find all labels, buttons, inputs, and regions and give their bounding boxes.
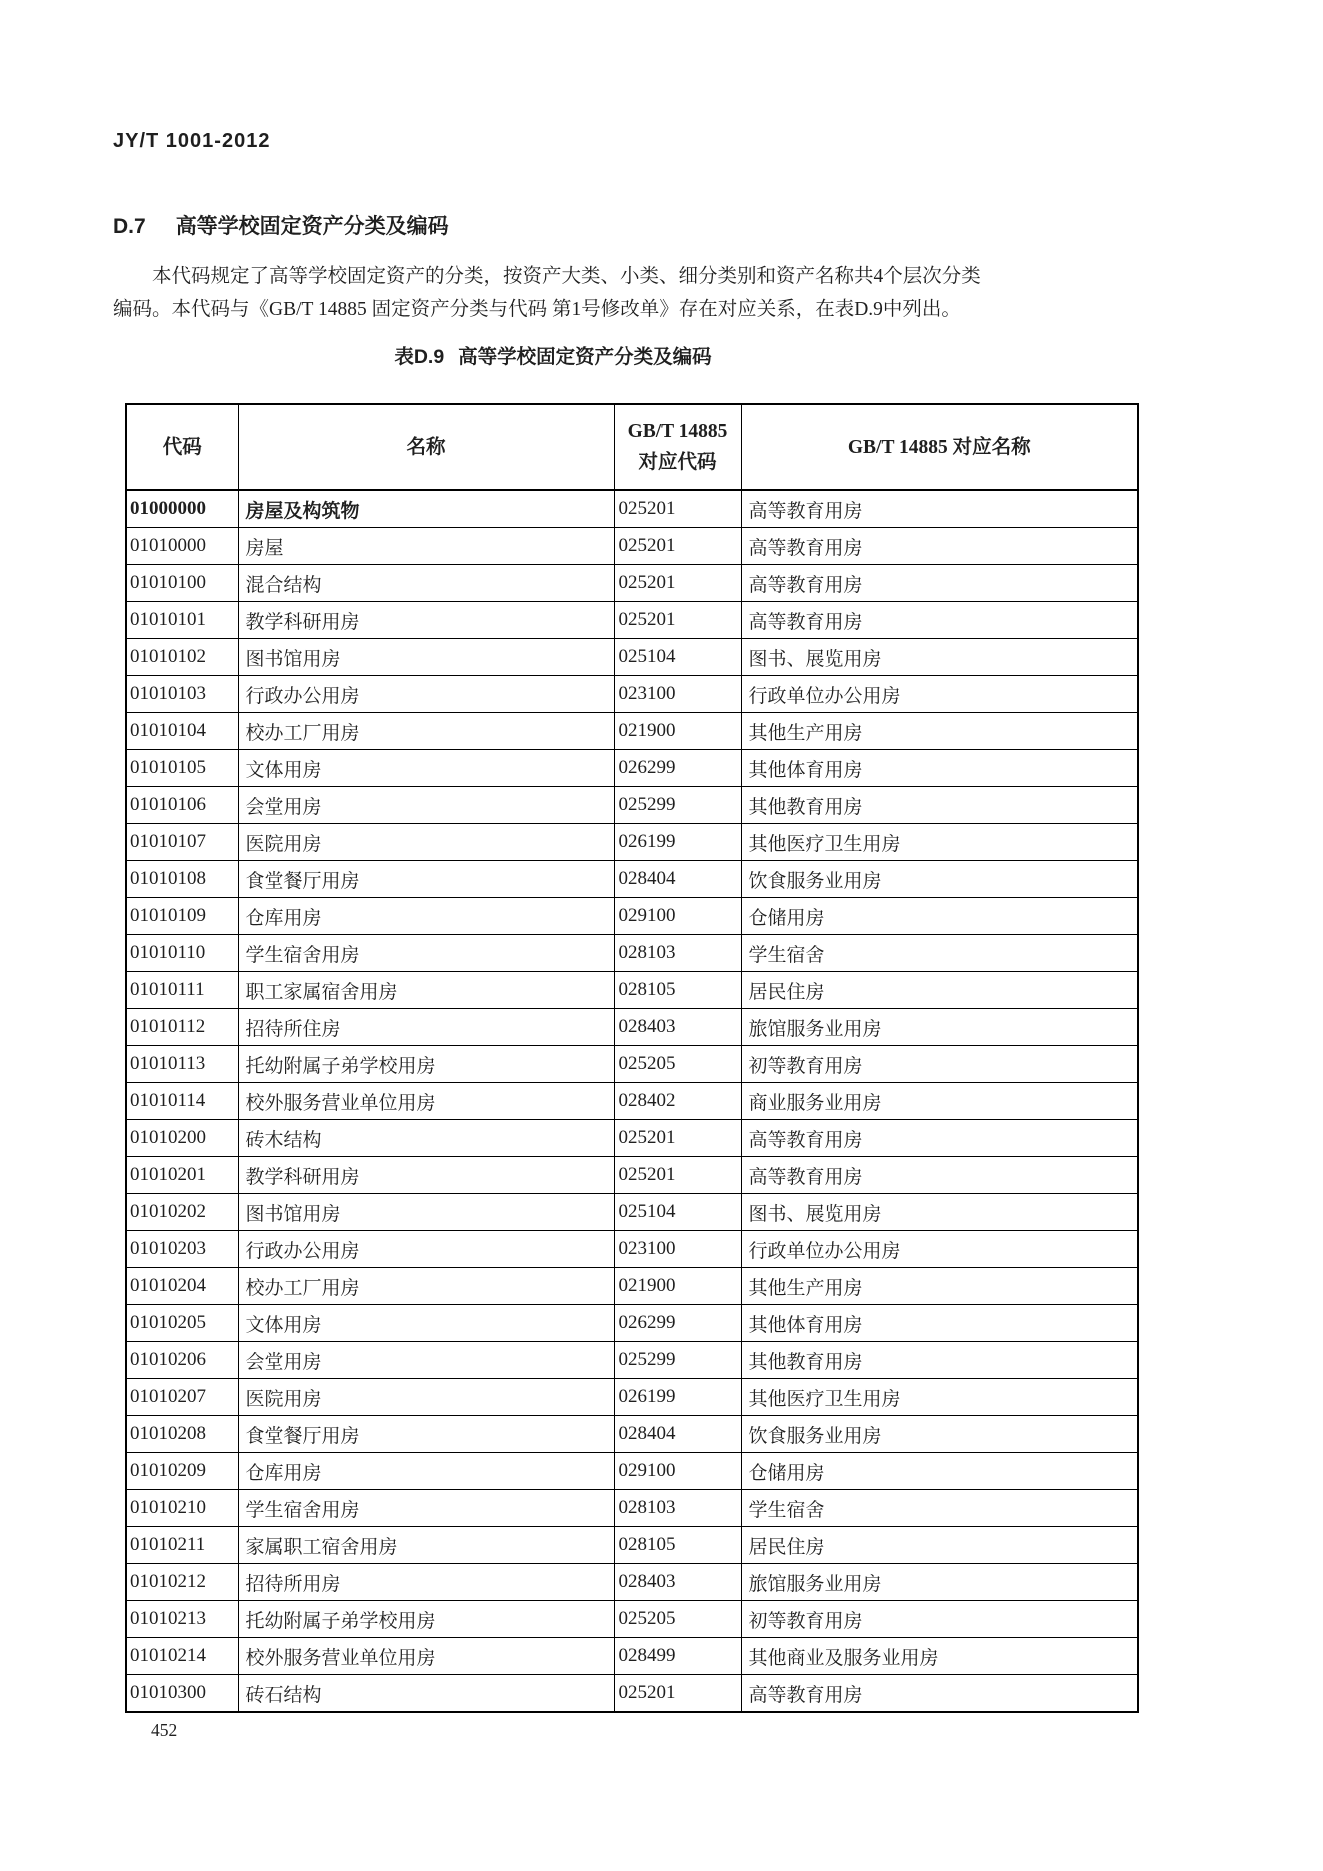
- gbt-name-cell: 高等教育用房: [741, 565, 1138, 602]
- code-cell: 01010100: [126, 565, 238, 602]
- name-cell: 房屋及构筑物: [238, 490, 614, 528]
- gbt-name-cell: 其他体育用房: [741, 1305, 1138, 1342]
- code-cell: 01010107: [126, 824, 238, 861]
- code-cell: 01010104: [126, 713, 238, 750]
- gbt-code-cell: 028404: [614, 1416, 741, 1453]
- gbt-code-cell: 023100: [614, 676, 741, 713]
- table-row: [126, 1416, 1138, 1453]
- code-cell: 01010205: [126, 1305, 238, 1342]
- gbt-name-cell: 行政单位办公用房: [741, 1231, 1138, 1268]
- name-cell: 学生宿舍用房: [238, 1490, 614, 1527]
- gbt-name-cell: 初等教育用房: [741, 1046, 1138, 1083]
- code-cell: 01010112: [126, 1009, 238, 1046]
- code-cell: 01010102: [126, 639, 238, 676]
- code-cell: 01010213: [126, 1601, 238, 1638]
- gbt-code-cell: 026299: [614, 750, 741, 787]
- name-cell: 会堂用房: [238, 787, 614, 824]
- gbt-name-cell: 初等教育用房: [741, 1601, 1138, 1638]
- gbt-code-cell: 029100: [614, 898, 741, 935]
- section-heading: [113, 210, 449, 240]
- gbt-name-cell: 商业服务业用房: [741, 1083, 1138, 1120]
- section-title: 高等学校固定资产分类及编码: [175, 215, 449, 238]
- name-cell: 校外服务营业单位用房: [238, 1083, 614, 1120]
- code-cell: 01010110: [126, 935, 238, 972]
- table-row: [126, 1268, 1138, 1305]
- gbt-code-cell: 029100: [614, 1453, 741, 1490]
- table-row: [126, 787, 1138, 824]
- gbt-name-cell: 旅馆服务业用房: [741, 1009, 1138, 1046]
- asset-classification-table: [125, 403, 1139, 1713]
- gbt-code-cell: 028403: [614, 1009, 741, 1046]
- gbt-code-cell: 025205: [614, 1601, 741, 1638]
- table-row: [126, 1231, 1138, 1268]
- gbt-code-cell: 025201: [614, 1675, 741, 1713]
- table-row: [126, 1342, 1138, 1379]
- code-cell: 01010203: [126, 1231, 238, 1268]
- gbt-name-cell: 居民住房: [741, 972, 1138, 1009]
- name-cell: 砖木结构: [238, 1120, 614, 1157]
- name-cell: 房屋: [238, 528, 614, 565]
- gbt-code-cell: 028402: [614, 1083, 741, 1120]
- gbt-name-cell: 仓储用房: [741, 898, 1138, 935]
- gbt-name-cell: 饮食服务业用房: [741, 1416, 1138, 1453]
- name-cell: 图书馆用房: [238, 1194, 614, 1231]
- gbt-code-cell: 028403: [614, 1564, 741, 1601]
- gbt-code-cell: 025299: [614, 787, 741, 824]
- table-row: [126, 1564, 1138, 1601]
- table-row: [126, 639, 1138, 676]
- table-row: [126, 972, 1138, 1009]
- header-cell-code: 代码: [126, 404, 238, 490]
- gbt-name-cell: 图书、展览用房: [741, 1194, 1138, 1231]
- code-cell: 01010105: [126, 750, 238, 787]
- name-cell: 招待所住房: [238, 1009, 614, 1046]
- gbt-name-cell: 其他商业及服务业用房: [741, 1638, 1138, 1675]
- gbt-code-cell: 025201: [614, 602, 741, 639]
- gbt-name-cell: 高等教育用房: [741, 1157, 1138, 1194]
- name-cell: 仓库用房: [238, 898, 614, 935]
- gbt-name-cell: 高等教育用房: [741, 528, 1138, 565]
- name-cell: 混合结构: [238, 565, 614, 602]
- section-number: D.7: [113, 215, 146, 238]
- table-row: [126, 713, 1138, 750]
- table-row: [126, 1675, 1138, 1713]
- name-cell: 文体用房: [238, 750, 614, 787]
- doc-code-label: JY/T 1001-2012: [113, 130, 271, 152]
- name-cell: 校办工厂用房: [238, 1268, 614, 1305]
- table-row: [126, 1009, 1138, 1046]
- name-cell: 食堂餐厅用房: [238, 1416, 614, 1453]
- table-caption: [113, 341, 993, 369]
- paragraph-line: 编码。本代码与《GB/T 14885 固定资产分类与代码 第1号修改单》存在对应关系，在表D.9中列出。: [113, 299, 961, 320]
- table-row: [126, 565, 1138, 602]
- table-row: [126, 1490, 1138, 1527]
- gbt-code-cell: 025201: [614, 1157, 741, 1194]
- name-cell: 仓库用房: [238, 1453, 614, 1490]
- header-cell-gbt-name: GB/T 14885 对应名称: [741, 404, 1138, 490]
- name-cell: 食堂餐厅用房: [238, 861, 614, 898]
- table-row: [126, 750, 1138, 787]
- gbt-code-cell: 028105: [614, 972, 741, 1009]
- code-cell: 01000000: [126, 490, 238, 528]
- name-cell: 文体用房: [238, 1305, 614, 1342]
- gbt-code-cell: 025104: [614, 639, 741, 676]
- gbt-name-cell: 高等教育用房: [741, 490, 1138, 528]
- code-cell: 01010208: [126, 1416, 238, 1453]
- name-cell: 会堂用房: [238, 1342, 614, 1379]
- code-cell: 01010114: [126, 1083, 238, 1120]
- name-cell: 行政办公用房: [238, 676, 614, 713]
- gbt-code-cell: 025299: [614, 1342, 741, 1379]
- gbt-name-cell: 其他生产用房: [741, 1268, 1138, 1305]
- table-row: [126, 861, 1138, 898]
- name-cell: 职工家属宿舍用房: [238, 972, 614, 1009]
- table-row: [126, 1046, 1138, 1083]
- table-header-row: [126, 404, 1138, 490]
- code-cell: 01010000: [126, 528, 238, 565]
- name-cell: 校外服务营业单位用房: [238, 1638, 614, 1675]
- name-cell: 校办工厂用房: [238, 713, 614, 750]
- gbt-code-cell: 021900: [614, 1268, 741, 1305]
- gbt-name-cell: 高等教育用房: [741, 1120, 1138, 1157]
- code-cell: 01010113: [126, 1046, 238, 1083]
- header-cell-name: 名称: [238, 404, 614, 490]
- code-cell: 01010206: [126, 1342, 238, 1379]
- name-cell: 招待所用房: [238, 1564, 614, 1601]
- gbt-code-cell: 028103: [614, 1490, 741, 1527]
- code-cell: 01010111: [126, 972, 238, 1009]
- code-cell: 01010202: [126, 1194, 238, 1231]
- gbt-code-cell: 025201: [614, 1120, 741, 1157]
- table-row: [126, 824, 1138, 861]
- code-cell: 01010212: [126, 1564, 238, 1601]
- code-cell: 01010211: [126, 1527, 238, 1564]
- header-cell-gbt-code: GB/T 14885 对应代码: [614, 404, 741, 490]
- gbt-name-cell: 高等教育用房: [741, 1675, 1138, 1713]
- code-cell: 01010109: [126, 898, 238, 935]
- table-row: [126, 1601, 1138, 1638]
- body-paragraph: [113, 260, 1215, 326]
- gbt-code-cell: 025104: [614, 1194, 741, 1231]
- table-row: [126, 1194, 1138, 1231]
- name-cell: 教学科研用房: [238, 1157, 614, 1194]
- code-cell: 01010108: [126, 861, 238, 898]
- code-cell: 01010106: [126, 787, 238, 824]
- name-cell: 家属职工宿舍用房: [238, 1527, 614, 1564]
- table-row: [126, 1083, 1138, 1120]
- table-row: [126, 1120, 1138, 1157]
- gbt-name-cell: 其他生产用房: [741, 713, 1138, 750]
- gbt-name-cell: 旅馆服务业用房: [741, 1564, 1138, 1601]
- gbt-name-cell: 其他体育用房: [741, 750, 1138, 787]
- gbt-name-cell: 学生宿舍: [741, 1490, 1138, 1527]
- gbt-code-cell: 028103: [614, 935, 741, 972]
- table-row: [126, 602, 1138, 639]
- name-cell: 教学科研用房: [238, 602, 614, 639]
- table-row: [126, 898, 1138, 935]
- code-cell: 01010101: [126, 602, 238, 639]
- code-cell: 01010210: [126, 1490, 238, 1527]
- code-cell: 01010214: [126, 1638, 238, 1675]
- gbt-code-cell: 028404: [614, 861, 741, 898]
- gbt-name-cell: 居民住房: [741, 1527, 1138, 1564]
- table-row: [126, 1638, 1138, 1675]
- code-cell: 01010200: [126, 1120, 238, 1157]
- table-row: [126, 528, 1138, 565]
- table-row: [126, 1379, 1138, 1416]
- gbt-code-cell: 023100: [614, 1231, 741, 1268]
- code-cell: 01010300: [126, 1675, 238, 1713]
- table-row: [126, 1157, 1138, 1194]
- gbt-code-cell: 026199: [614, 824, 741, 861]
- code-cell: 01010103: [126, 676, 238, 713]
- name-cell: 医院用房: [238, 824, 614, 861]
- name-cell: 托幼附属子弟学校用房: [238, 1601, 614, 1638]
- gbt-code-cell: 026199: [614, 1379, 741, 1416]
- gbt-code-cell: 021900: [614, 713, 741, 750]
- name-cell: 行政办公用房: [238, 1231, 614, 1268]
- gbt-code-cell: 025201: [614, 490, 741, 528]
- asset-table-body: [126, 490, 1138, 1712]
- gbt-name-cell: 其他教育用房: [741, 787, 1138, 824]
- code-cell: 01010204: [126, 1268, 238, 1305]
- gbt-code-cell: 025201: [614, 528, 741, 565]
- gbt-name-cell: 其他教育用房: [741, 1342, 1138, 1379]
- table-row: [126, 1305, 1138, 1342]
- table-caption-title: 高等学校固定资产分类及编码: [458, 346, 712, 368]
- name-cell: 砖石结构: [238, 1675, 614, 1713]
- gbt-name-cell: 仓储用房: [741, 1453, 1138, 1490]
- gbt-name-cell: 其他医疗卫生用房: [741, 1379, 1138, 1416]
- paragraph-line: 本代码规定了高等学校固定资产的分类，按资产大类、小类、细分类别和资产名称共4个层次分类: [152, 266, 981, 287]
- code-cell: 01010201: [126, 1157, 238, 1194]
- table-row: [126, 1453, 1138, 1490]
- gbt-name-cell: 高等教育用房: [741, 602, 1138, 639]
- name-cell: 托幼附属子弟学校用房: [238, 1046, 614, 1083]
- code-cell: 01010209: [126, 1453, 238, 1490]
- name-cell: 图书馆用房: [238, 639, 614, 676]
- table-row: [126, 1527, 1138, 1564]
- gbt-code-cell: 025201: [614, 565, 741, 602]
- name-cell: 医院用房: [238, 1379, 614, 1416]
- gbt-name-cell: 行政单位办公用房: [741, 676, 1138, 713]
- table-row: [126, 935, 1138, 972]
- gbt-name-cell: 饮食服务业用房: [741, 861, 1138, 898]
- name-cell: 学生宿舍用房: [238, 935, 614, 972]
- page-number: 452: [151, 1720, 178, 1740]
- gbt-name-cell: 图书、展览用房: [741, 639, 1138, 676]
- table-row: [126, 676, 1138, 713]
- gbt-code-cell: 028105: [614, 1527, 741, 1564]
- gbt-code-cell: 026299: [614, 1305, 741, 1342]
- gbt-name-cell: 其他医疗卫生用房: [741, 824, 1138, 861]
- table-caption-label: 表D.9: [394, 346, 445, 368]
- code-cell: 01010207: [126, 1379, 238, 1416]
- gbt-name-cell: 学生宿舍: [741, 935, 1138, 972]
- gbt-code-cell: 028499: [614, 1638, 741, 1675]
- table-row: [126, 490, 1138, 528]
- gbt-code-cell: 025205: [614, 1046, 741, 1083]
